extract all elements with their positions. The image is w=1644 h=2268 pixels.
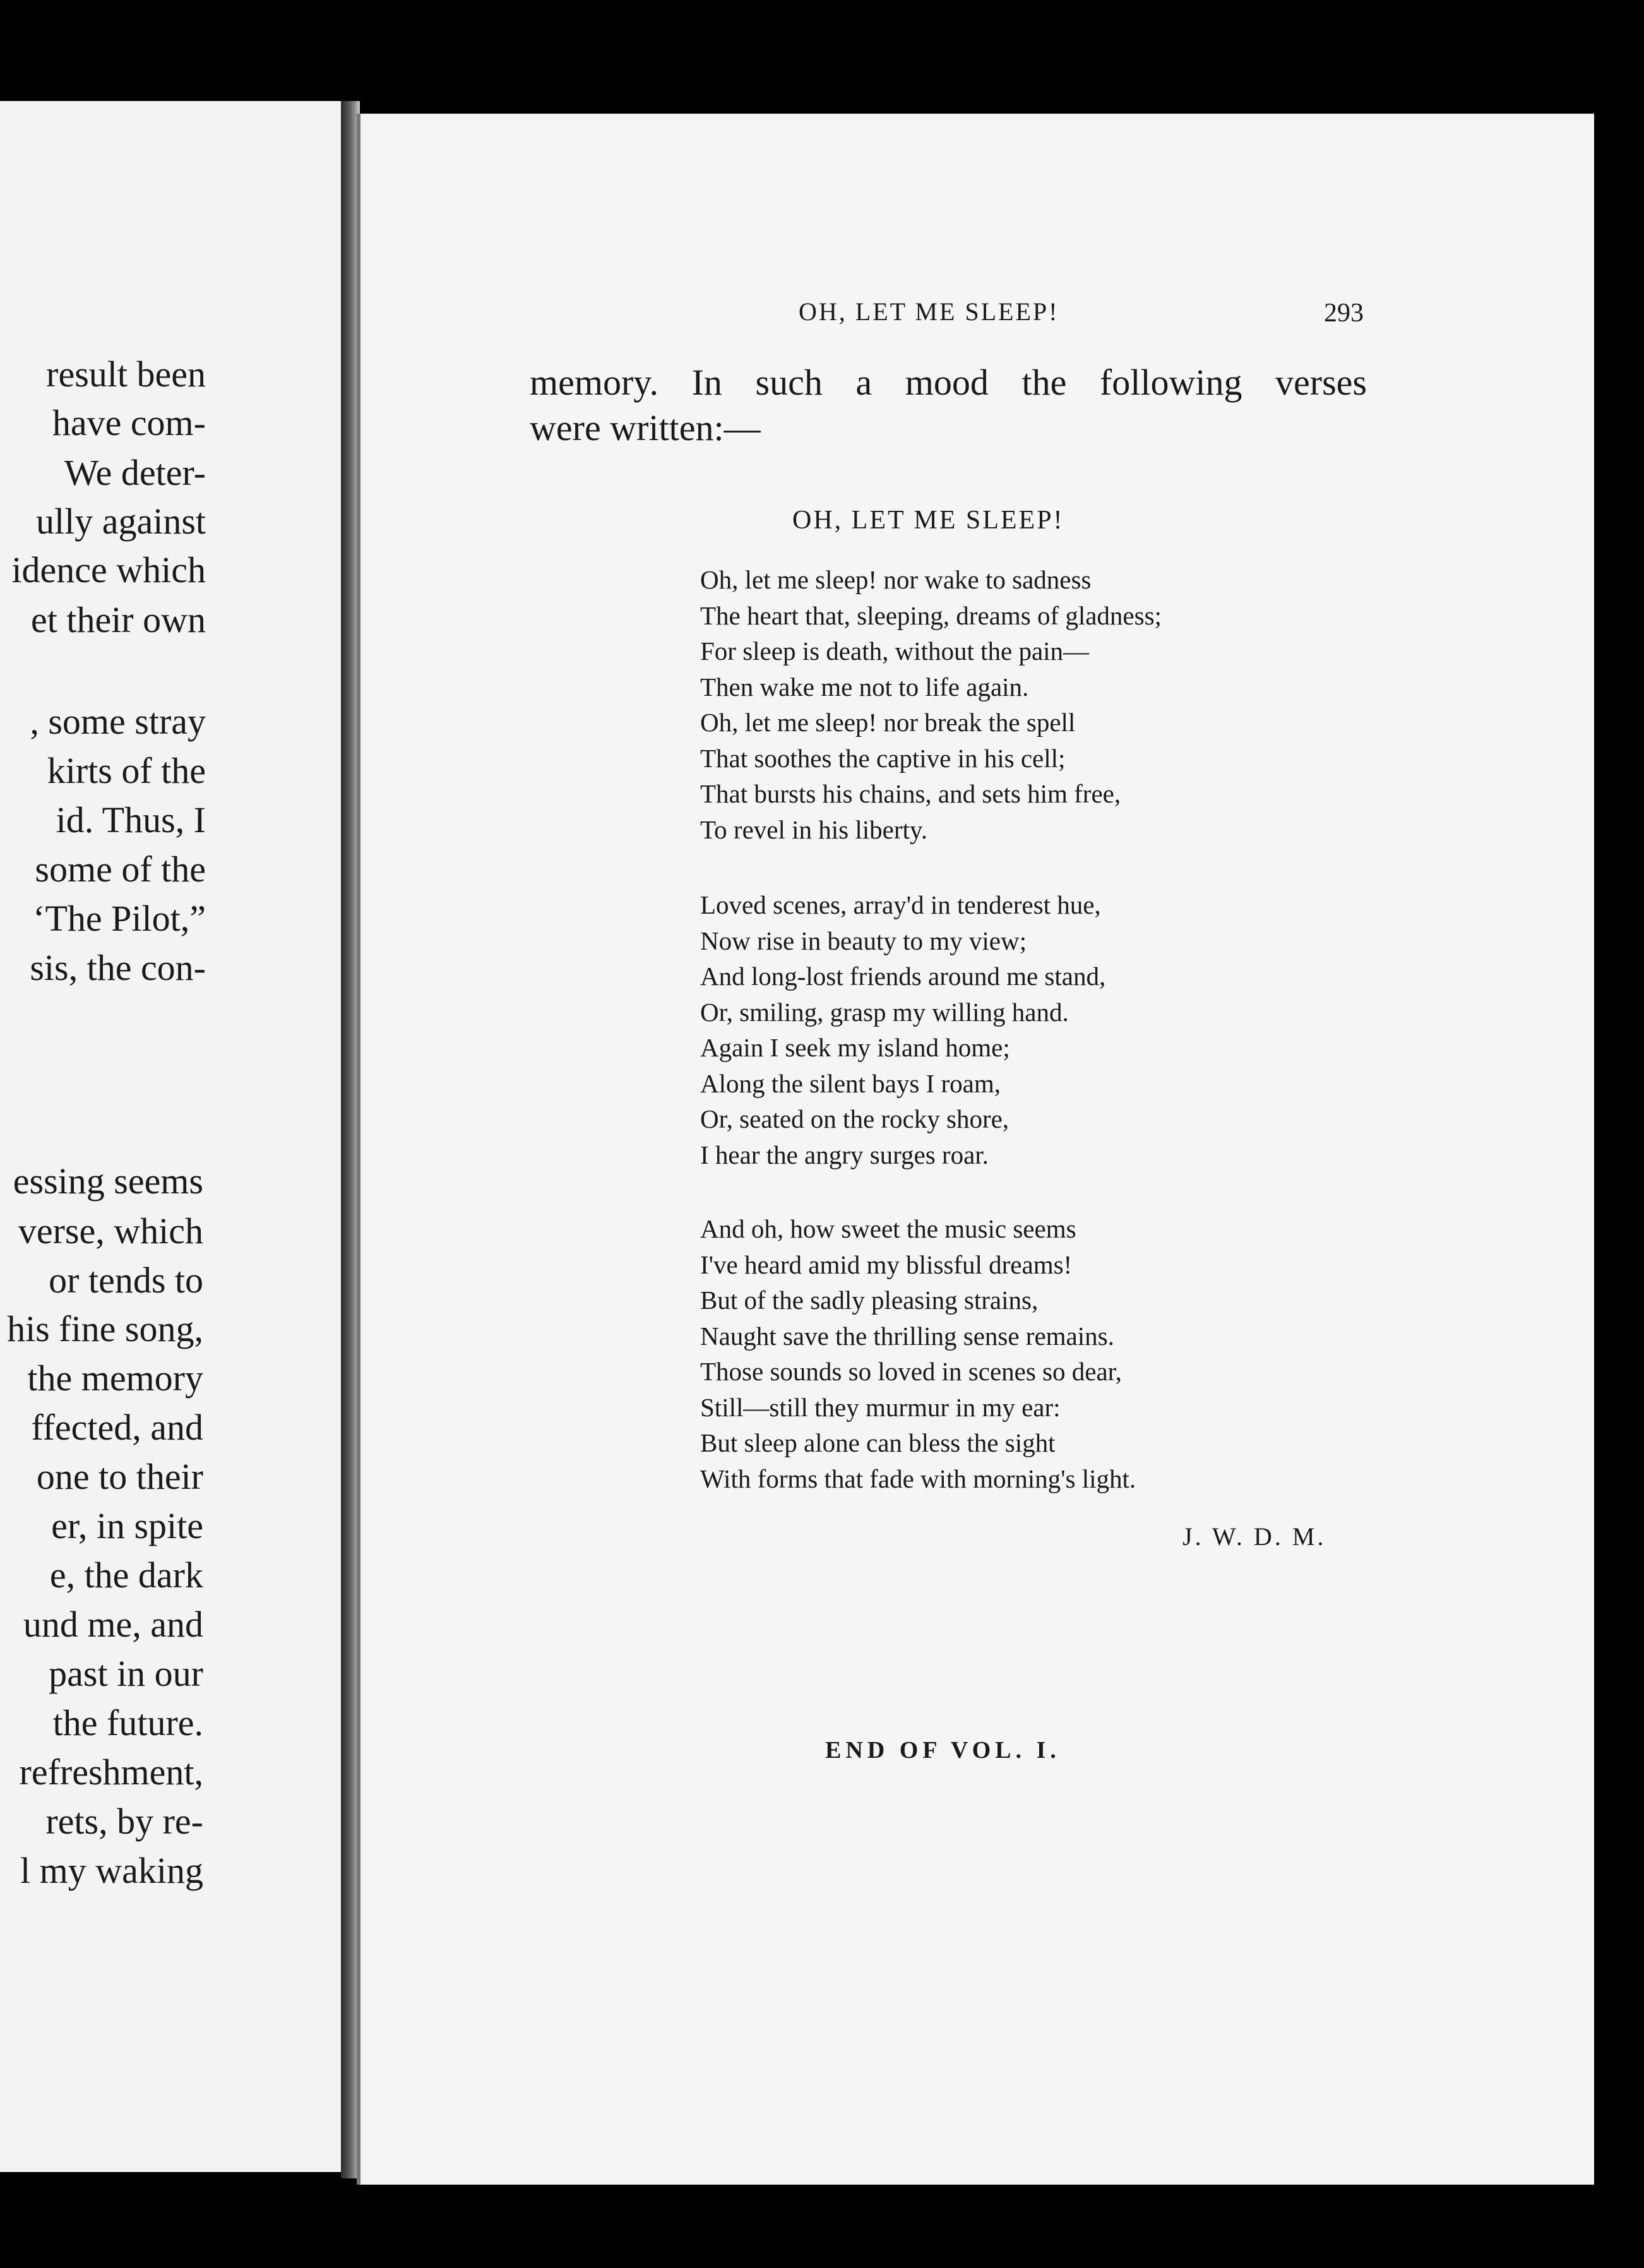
poem-line: But sleep alone can bless the sight — [700, 1428, 1056, 1457]
running-head: OH, LET ME SLEEP! — [799, 297, 1059, 326]
left-text-line: rets, by re- — [45, 1801, 203, 1842]
left-text-line: idence which — [11, 549, 206, 590]
left-text-line: result been — [46, 354, 206, 395]
left-text-line: , some stray — [30, 701, 206, 742]
poem-line: Along the silent bays I roam, — [700, 1068, 1001, 1098]
left-text-line: or tends to — [49, 1260, 203, 1301]
poem-line: Naught save the thrilling sense remains. — [700, 1321, 1114, 1351]
poem-line: That soothes the captive in his cell; — [700, 743, 1066, 773]
prose-line: memory. In such a mood the following verses — [530, 362, 1367, 403]
left-text-line: sis, the con- — [30, 947, 206, 988]
left-text-line: the future. — [52, 1702, 203, 1743]
poem-line: Then wake me not to life again. — [700, 672, 1029, 701]
poem-line: Oh, let me sleep! nor wake to sadness — [700, 565, 1092, 594]
left-text-line: id. Thus, I — [56, 799, 206, 840]
prose-line: were written:— — [530, 407, 761, 448]
left-page — [0, 101, 341, 2172]
left-text-line: one to their — [36, 1456, 203, 1497]
poem-line: Those sounds so loved in scenes so dear, — [700, 1357, 1122, 1386]
left-text-line: ‘The Pilot,” — [33, 898, 206, 939]
left-text-line: verse, which — [18, 1210, 203, 1251]
left-text-line: his fine song, — [7, 1308, 203, 1349]
poem-line: For sleep is death, without the pain— — [700, 636, 1090, 665]
left-text-line: refreshment, — [19, 1752, 203, 1793]
poem-line: That bursts his chains, and sets him free, — [700, 779, 1121, 808]
left-text-line: l my waking — [20, 1850, 203, 1891]
left-text-line: kirts of the — [47, 750, 206, 791]
poem-line: The heart that, sleeping, dreams of gladness; — [700, 600, 1162, 630]
left-text-line: et their own — [30, 599, 206, 640]
poem-stanza-1 — [700, 562, 1162, 847]
poem-line: I hear the angry surges roar. — [700, 1140, 989, 1169]
left-text-line: have com- — [52, 402, 206, 443]
poem-line: With forms that fade with morning's light. — [700, 1464, 1136, 1493]
poem-stanza-2 — [700, 887, 1105, 1173]
page-number: 293 — [1324, 299, 1364, 328]
left-text-line: the memory — [27, 1358, 203, 1399]
poem-title: OH, LET ME SLEEP! — [792, 506, 1064, 535]
poem-line: Oh, let me sleep! nor break the spell — [700, 708, 1076, 737]
poem-line: Loved scenes, array'd in tenderest hue, — [700, 890, 1101, 919]
poem-stanza-3 — [700, 1211, 1136, 1496]
right-page — [357, 114, 1594, 2185]
poem-line: Or, seated on the rocky shore, — [700, 1104, 1010, 1133]
left-text-line: und me, and — [23, 1604, 203, 1645]
left-text-line: past in our — [49, 1653, 203, 1694]
left-text-line: e, the dark — [49, 1555, 203, 1596]
left-text-line: ully against — [35, 501, 206, 542]
left-text-line: ffected, and — [31, 1407, 203, 1448]
poem-line: Now rise in beauty to my view; — [700, 926, 1027, 955]
left-text-line: essing seems — [13, 1161, 203, 1202]
end-of-volume-note: END OF VOL. I. — [825, 1737, 1061, 1764]
left-text-line: er, in spite — [51, 1505, 203, 1546]
page-edge — [357, 114, 360, 2185]
poem-line: Again I seek my island home; — [700, 1033, 1010, 1062]
poem-line: To revel in his liberty. — [700, 815, 927, 844]
poem-line: And oh, how sweet the music seems — [700, 1214, 1076, 1243]
prose-paragraph — [530, 360, 1367, 451]
poem-line: I've heard amid my blissful dreams! — [700, 1250, 1073, 1279]
poem-signature: J. W. D. M. — [1182, 1522, 1326, 1551]
poem-line: Still—still they murmur in my ear: — [700, 1392, 1061, 1422]
left-text-line: We deter- — [64, 452, 206, 493]
poem-line: But of the sadly pleasing strains, — [700, 1286, 1039, 1315]
left-text-line: some of the — [35, 849, 206, 890]
poem-line: And long-lost friends around me stand, — [700, 962, 1106, 991]
poem-line: Or, smiling, grasp my willing hand. — [700, 997, 1069, 1027]
